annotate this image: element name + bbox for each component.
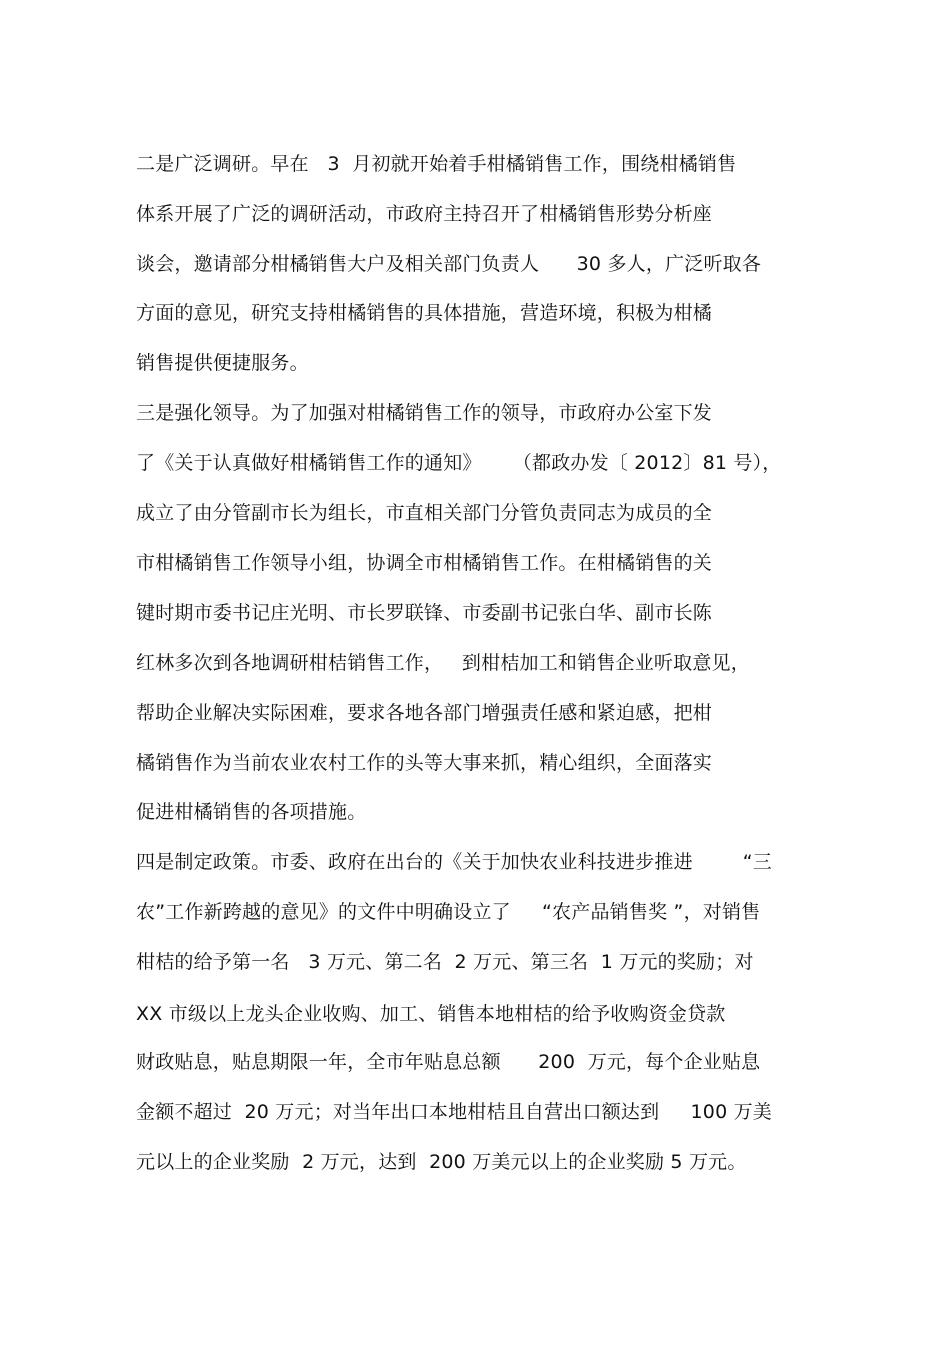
text-line: 成立了由分管副市长为组长，市直相关部门分管负责同志为成员的全 — [136, 502, 713, 524]
text-line: 市柑橘销售工作领导小组，协调全市柑橘销售工作。在柑橘销售的关 — [136, 552, 713, 574]
text-line: 三是强化领导。为了加强对柑橘销售工作的领导，市政府办公室下发 — [136, 402, 713, 424]
text-line: 了《关于认真做好柑橘销售工作的通知》 （都政办发〔 2012〕81 号）， — [136, 452, 782, 474]
text-line: 橘销售作为当前农业农村工作的头等大事来抓，精心组织，全面落实 — [136, 752, 713, 774]
text-line: 红林多次到各地调研柑桔销售工作， 到柑桔加工和销售企业听取意见， — [136, 652, 750, 674]
text-line: 财政贴息，贴息期限一年，全市年贴息总额 200 万元，每个企业贴息 — [136, 1051, 761, 1073]
text-line: 农”工作新跨越的意见》的文件中明确设立了 “农产品销售奖 ”，对销售 — [136, 901, 761, 923]
text-line: 方面的意见，研究支持柑橘销售的具体措施，营造环境，积极为柑橘 — [136, 302, 713, 324]
text-line: 帮助企业解决实际困难，要求各地各部门增强责任感和紧迫感，把柑 — [136, 702, 713, 724]
text-line: 四是制定政策。市委、政府在出台的《关于加快农业科技进步推进 “三 — [136, 851, 772, 873]
text-line: 元以上的企业奖励 2 万元，达到 200 万美元以上的企业奖励 5 万元。 — [136, 1151, 747, 1173]
text-line: XX 市级以上龙头企业收购、加工、销售本地柑桔的给予收购资金贷款 — [136, 1003, 726, 1025]
text-line: 柑桔的给予第一名 3 万元、第二名 2 万元、第三名 1 万元的奖励；对 — [136, 951, 754, 973]
text-line: 键时期市委书记庄光明、市长罗联锋、市委副书记张白华、副市长陈 — [136, 602, 713, 624]
text-line: 金额不超过 20 万元；对当年出口本地柑桔且自营出口额达到 100 万美 — [136, 1101, 772, 1123]
text-line: 销售提供便捷服务。 — [136, 352, 309, 374]
text-line: 体系开展了广泛的调研活动，市政府主持召开了柑橘销售形势分析座 — [136, 203, 713, 225]
text-line: 促进柑橘销售的各项措施。 — [136, 801, 367, 823]
text-line: 谈会，邀请部分柑橘销售大户及相关部门负责人 30 多人，广泛听取各 — [136, 253, 762, 275]
text-line: 二是广泛调研。早在 3 月初就开始着手柑橘销售工作，围绕柑橘销售 — [136, 153, 737, 175]
